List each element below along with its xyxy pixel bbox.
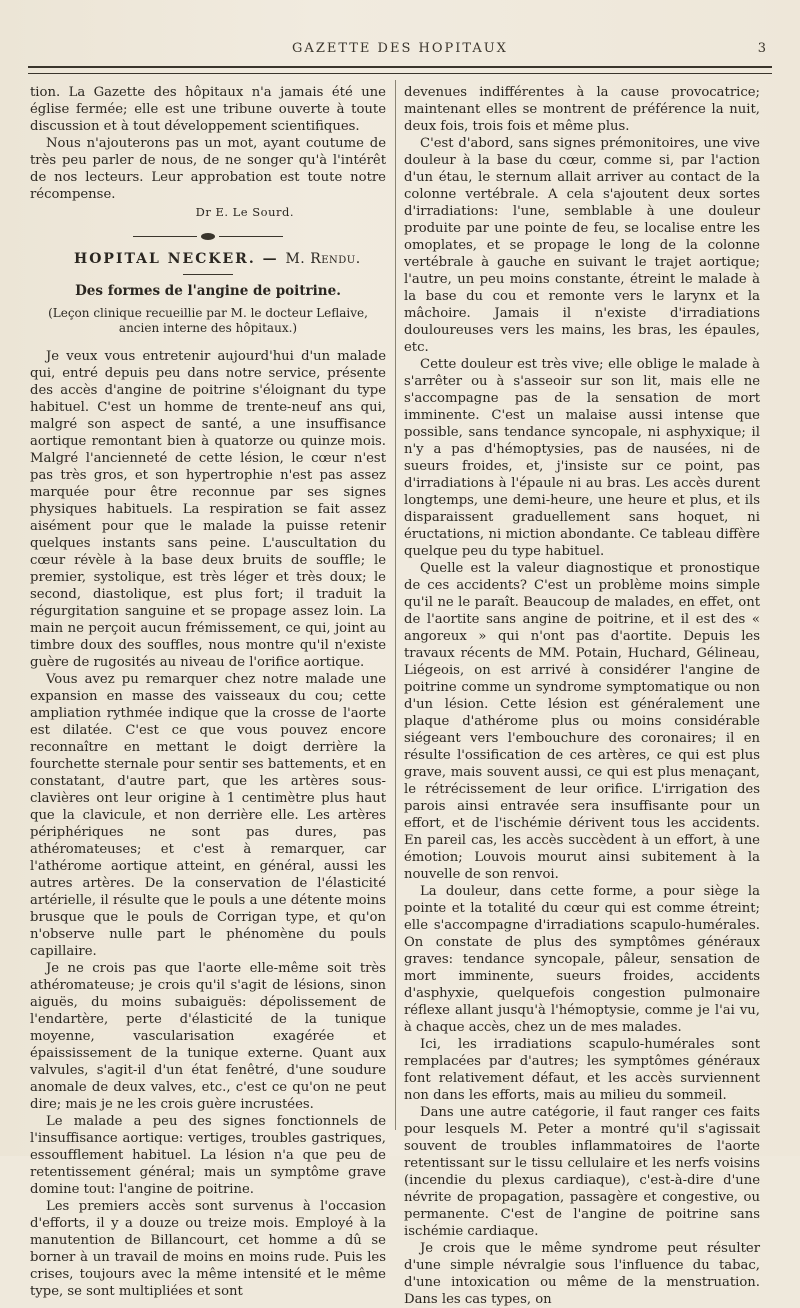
section-author: M. Rendu. bbox=[285, 251, 361, 267]
body-paragraph: Cette douleur est très vive; elle oblige le malade à s'arrêter ou à s'asseoir sur son lit, mais elle ne s'accompagne pas de la sensation de mort imminente. C'est un malaise aussi intense que possible, sans tendance syncopale, ni asphyxique; il n'y a pas d'hémoptysies, pas de nausées, ni de sueurs froides, et, j'insiste sur ce point, pas d'irradiations à l'épaule ni au bras. Les accès durent longtemps, une demi-heure, une heure et plus, et ils disparaissent graduellement sans hoquet, ni éructations, ni miction abondante. Ce tableau diffère quelque peu du type habituel. bbox=[404, 357, 760, 559]
header-rule bbox=[28, 66, 772, 74]
body-paragraph: Je crois que le même syndrome peut résulter d'une simple névralgie sous l'influence du tabac, d'une intoxication ou même de la menstruation. Dans les cas types, on bbox=[404, 1241, 760, 1307]
intro-paragraph: Nous n'ajouterons pas un mot, ayant coutume de très peu parler de nous, de ne songer qu'à l'intérêt de nos lecteurs. Leur approbation est toute notre récompense. bbox=[30, 136, 386, 202]
section-heading bbox=[74, 251, 386, 268]
intro-paragraph: tion. La Gazette des hôpitaux n'a jamais été une église fermée; elle est une tribune ouverte à toute discussion et à tout développement scientifiques. bbox=[30, 85, 386, 134]
column-divider bbox=[395, 80, 396, 1130]
body-paragraph: Je ne crois pas que l'aorte elle-même soit très athéromateuse; je crois qu'il s'agit de lésions, sinon aiguës, du moins subaiguës: dépolissement de l'endartère, perte d'élasticité de la tunique moyenne, vascularisation exagérée et épaississement de la tunique externe. Quant aux valvules, s'agit-il d'un état fenêtré, d'une soudure anomale de deux valves, etc., c'est ce qu'on ne peut dire; mais je ne les crois guère incrustées. bbox=[30, 961, 386, 1112]
body-paragraph: Dans une autre catégorie, il faut ranger ces faits pour lesquels M. Peter a montré qu'il s'agissait souvent de troubles inflammatoires de l'aorte retentissant sur le tissu cellulaire et les nerfs voisins (incendie du plexus cardiaque), c'est-à-dire d'une névrite de propagation, passagère et congestive, ou permanente. C'est de l'angine de poitrine sans ischémie cardiaque. bbox=[404, 1105, 760, 1239]
body-paragraph: La douleur, dans cette forme, a pour siège la pointe et la totalité du cœur qui est comme étreint; elle s'accompagne d'irradiations scapulo-humérales. On constate de plus des symptômes généraux graves: tendance syncopale, pâleur, sensation de mort imminente, sueurs froides, accidents d'asphyxie, quelquefois congestion pulmonaire réflexe allant jusqu'à l'hémoptysie, comme je l'ai vu, à chaque accès, chez un de mes malades. bbox=[404, 884, 760, 1035]
heading-dash: — bbox=[262, 251, 279, 267]
body-paragraph: Je veux vous entretenir aujourd'hui d'un malade qui, entré depuis peu dans notre service, présente des accès d'angine de poitrine s'éloignant du type habituel. C'est un homme de trente-neuf ans qui, malgré son aspect de santé, a une insuffisance aortique remontant bien à quatorze ou quinze mois. Malgré l'ancienneté de cette lésion, le cœur n'est pas très gros, et son hypertrophie n'est pas assez marquée pour être reconnue par ses signes physiques habituels. La respiration se fait assez aisément pour que le malade la puisse retenir quelques instants sans peine. L'auscultation du cœur révèle à la base deux bruits de souffle; le premier, systolique, est très léger et très doux; le second, diastolique, est plus fort; il traduit la régurgitation sanguine et se propage assez loin. La main ne perçoit aucun frémissement, ce qui, joint au timbre doux des souffles, nous montre qu'il n'existe guère de rugosités au niveau de l'orifice aortique. bbox=[30, 349, 386, 670]
page-header bbox=[28, 38, 772, 64]
body-paragraph: Quelle est la valeur diagnostique et pronostique de ces accidents? C'est un problème moins simple qu'il ne le paraît. Beaucoup de malades, en effet, ont de l'aortite sans angine de poitrine, et il est des « angoreux » qui n'ont pas d'aortite. Depuis les travaux récents de MM. Potain, Huchard, Gélineau, Liégeois, on est arrivé à considérer l'angine de poitrine comme un syndrome symptomatique ou non d'un lésion. Cette lésion est généralement une plaque d'athérome plus ou moins considérable siégeant vers l'embouchure des coronaires; il en résulte l'ossification de ces artères, ce qui est plus grave, mais souvent aussi, ce qui est plus menaçant, le rétrécissement de leur orifice. L'irrigation des parois ainsi entravée sera insuffisante pour un effort, et de l'ischémie dérivent tous les accidents. En pareil cas, les accès succèdent à un effort, à une émotion; Louvois mourut ainsi subitement à la nouvelle de son renvoi. bbox=[404, 561, 760, 882]
left-column bbox=[30, 84, 386, 1300]
body-paragraph: Le malade a peu des signes fonctionnels de l'insuffisance aortique: vertiges, troubles gastriques, essoufflement habituel. La lésion n'a que peu de retentissement général; mais un symptôme grave domine tout: l'angine de poitrine. bbox=[30, 1114, 386, 1197]
body-paragraph: Ici, les irradiations scapulo-humérales sont remplacées par d'autres; les symptômes généraux font relativement défaut, et les accès surviennent non dans les efforts, mais au milieu du sommeil. bbox=[404, 1037, 760, 1103]
short-rule bbox=[183, 274, 233, 275]
body-paragraph: devenues indifférentes à la cause provocatrice; maintenant elles se montrent de préférence la nuit, deux fois, trois fois et même plus. bbox=[404, 85, 760, 134]
right-column bbox=[404, 84, 760, 1308]
ornament-divider bbox=[133, 231, 283, 243]
lecture-note: (Leçon clinique recueillie par M. le docteur Leflaive, ancien interne des hôpitaux.) bbox=[48, 306, 368, 335]
body-paragraph: Vous avez pu remarquer chez notre malade une expansion en masse des vaisseaux du cou; cette ampliation rythmée indique que la crosse de l'aorte est dilatée. C'est ce que vous pouvez encore reconnaître en mettant le doigt derrière la fourchette sternale pour sentir ses battements, et en constatant, d'autre part, que les artères sous-clavières ont leur origine à 1 centimètre plus haut que la clavicule, et non derrière elle. Les artères périphériques ne sont pas dures, pas athéromateuses; et c'est à remarquer, car l'athérome aortique atteint, en général, aussi les autres artères. De la conservation de l'élasticité artérielle, il résulte que le pouls a une détente moins brusque que le pouls de Corrigan type, et qu'on n'observe nulle part le phénomène du pouls capillaire. bbox=[30, 672, 386, 959]
body-paragraph: C'est d'abord, sans signes prémonitoires, une vive douleur à la base du cœur, comme si, par l'action d'un étau, le sternum allait arriver au contact de la colonne vertébrale. A cela s'ajoutent deux sortes d'irradiations: l'une, semblable à une douleur produite par une pointe de feu, se localise entre les omoplates, et se propage le long de la colonne vertébrale à gauche en suivant le trajet aortique; l'autre, un peu moins constante, étreint le malade à la base du cou et remonte vers le larynx et la mâchoire. Jamais il n'existe d'irradiations douloureuses vers les mains, les bras, les épaules, etc. bbox=[404, 136, 760, 355]
editor-signature: Dr E. Le Sourd. bbox=[195, 205, 294, 219]
body-paragraph: Les premiers accès sont survenus à l'occasion d'efforts, il y a douze ou treize mois. Employé à la manutention de Billancourt, cet homme a dû se borner à un travail de moins en moins rude. Puis les crises, toujours avec la même intensité et le même type, se sont multipliées et sont bbox=[30, 1199, 386, 1299]
publication-title: GAZETTE DES HOPITAUX bbox=[292, 41, 508, 56]
hospital-name: HOPITAL NECKER. bbox=[74, 251, 256, 267]
page-number: 3 bbox=[757, 41, 766, 56]
article-title: Des formes de l'angine de poitrine. bbox=[75, 283, 341, 299]
